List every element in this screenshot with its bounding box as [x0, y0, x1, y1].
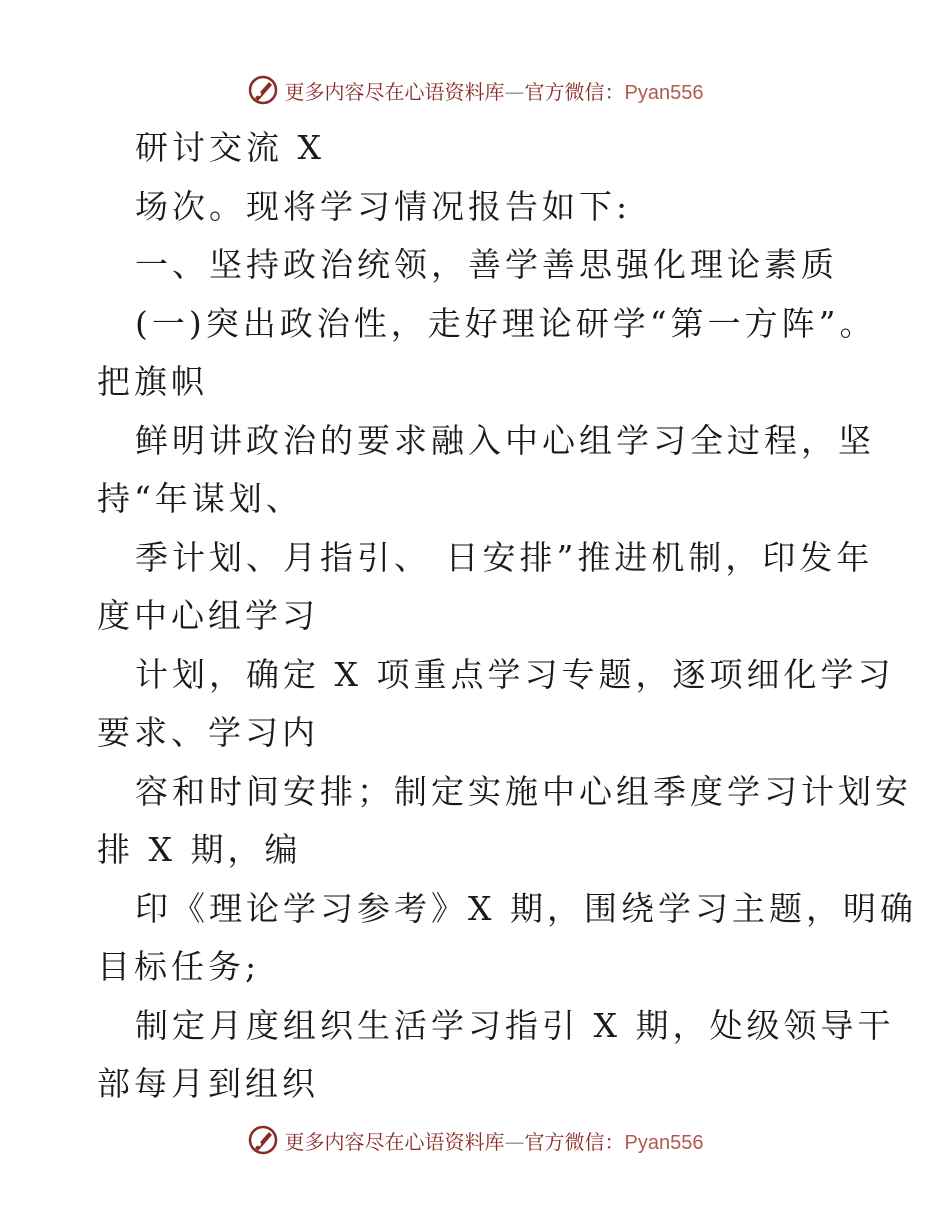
- banner-text: [285, 1126, 704, 1155]
- banner-wechat-label: 官方微信：: [524, 79, 625, 104]
- text-line: 计划，确定 X 项重点学习专题，逐项细化学习: [135, 655, 895, 694]
- text-line: 容和时间安排；制定实施中心组季度学习计划安: [135, 772, 912, 811]
- text-line: 度中心组学习: [97, 596, 319, 635]
- text-line: 场次。现将学习情况报告如下:: [135, 187, 632, 226]
- text-line: 季计划、月指引、 日安排”推进机制，印发年: [135, 538, 874, 577]
- text-line: 要求、学习内: [97, 713, 319, 752]
- text-line: 鲜明讲政治的要求融入中心组学习全过程，坚: [135, 421, 875, 460]
- subsection-heading: (一)突出政治性，走好理论研学“第一方阵”。: [135, 304, 877, 343]
- banner-wechat-label: 官方微信：: [524, 1129, 625, 1154]
- banner-title: 更多内容尽在心语资料库: [284, 79, 505, 104]
- pen-logo-icon: [247, 1124, 279, 1156]
- text-line: 部每月到组织: [97, 1064, 319, 1103]
- text-line: 排 X 期，编: [97, 830, 302, 869]
- text-line: 持“年谋划、: [97, 479, 303, 518]
- banner-dash: —: [504, 1129, 525, 1154]
- section-heading: 一、坚持政治统领，善学善思强化理论素质: [135, 245, 838, 284]
- banner-dash: —: [504, 79, 525, 104]
- banner-wechat-id: Pyan556: [624, 81, 704, 104]
- text-line: 印《理论学习参考》X 期，围绕学习主题，明确: [135, 889, 917, 928]
- text-line: 目标任务;: [97, 947, 261, 986]
- text-line: 制定月度组织生活学习指引 X 期，处级领导干: [135, 1006, 895, 1045]
- banner-wechat-id: Pyan556: [624, 1131, 704, 1154]
- text-line: 把旗帜: [97, 362, 208, 401]
- banner-title: 更多内容尽在心语资料库: [284, 1129, 505, 1154]
- text-line: 研讨交流 X: [135, 128, 325, 167]
- footer-banner: [0, 1120, 950, 1160]
